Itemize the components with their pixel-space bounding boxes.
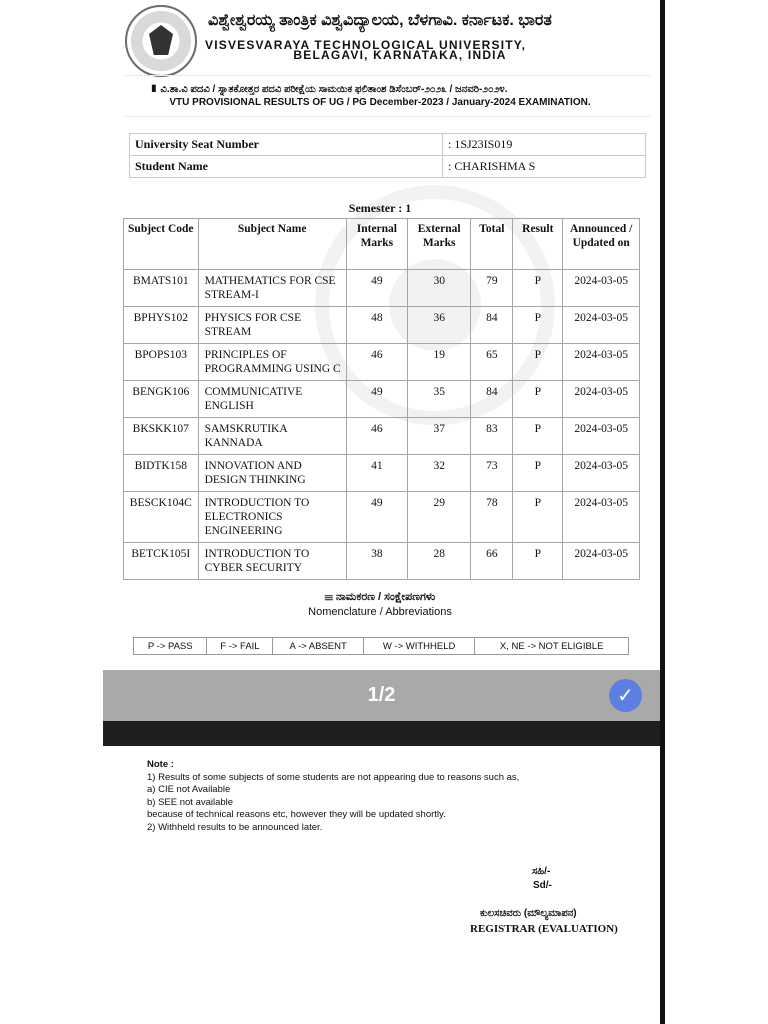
abbreviation-item: F -> FAIL bbox=[207, 638, 273, 655]
table-row bbox=[124, 455, 640, 492]
seat-number-value: : 1SJ23IS019 bbox=[443, 134, 646, 156]
results-subtitle-kannada: ▮ ವಿ.ತಾ.ವಿ ಪದವಿ / ಸ್ನಾತಕೋತ್ತರ ಪದವಿ ಪರೀಕ್ಷೆಯ ಸಾಮಯಿಕ ಫಲಿತಾಂಶ ಡಿಸೆಂಬರ್-೨೦೨೩ / ಜನವರಿ-೨೦೨೪. bbox=[150, 84, 508, 95]
university-logo bbox=[125, 5, 197, 77]
result: P bbox=[513, 307, 563, 344]
nomenclature-title: ☰ ನಾಮಕರಣ / ಸಂಕ್ಷೇಪಣಗಳು bbox=[324, 591, 436, 603]
list-icon: ☰ bbox=[324, 591, 336, 603]
external-marks: 37 bbox=[408, 418, 471, 455]
student-info-table bbox=[129, 133, 646, 178]
subject-name: COMMUNICATIVE ENGLISH bbox=[198, 381, 346, 418]
table-row bbox=[124, 492, 640, 543]
total-marks: 78 bbox=[471, 492, 513, 543]
semester-label: Semester : 1 bbox=[348, 201, 412, 215]
abbreviations-row bbox=[134, 638, 629, 655]
right-edge-bar bbox=[660, 0, 665, 1024]
subject-name: INTRODUCTION TO CYBER SECURITY bbox=[198, 543, 346, 580]
subject-name: INTRODUCTION TO ELECTRONICS ENGINEERING bbox=[198, 492, 346, 543]
notes-heading: Note : bbox=[147, 759, 174, 770]
internal-marks: 49 bbox=[346, 492, 407, 543]
total-marks: 65 bbox=[471, 344, 513, 381]
external-marks: 30 bbox=[408, 270, 471, 307]
announced-date: 2024-03-05 bbox=[563, 270, 640, 307]
nomenclature-subtitle: Nomenclature / Abbreviations bbox=[308, 606, 452, 618]
student-name-row bbox=[130, 156, 646, 178]
note-line: 2) Withheld results to be announced later. bbox=[147, 821, 323, 833]
column-header: Total bbox=[471, 219, 513, 270]
subject-code: BETCK105I bbox=[124, 543, 199, 580]
announced-date: 2024-03-05 bbox=[563, 381, 640, 418]
student-name-value: : CHARISHMA S bbox=[443, 156, 646, 178]
external-marks: 32 bbox=[408, 455, 471, 492]
abbreviation-item: X, NE -> NOT ELIGIBLE bbox=[475, 638, 629, 655]
total-marks: 83 bbox=[471, 418, 513, 455]
notes-section bbox=[147, 759, 519, 835]
total-marks: 84 bbox=[471, 307, 513, 344]
divider bbox=[125, 75, 650, 76]
internal-marks: 38 bbox=[346, 543, 407, 580]
result: P bbox=[513, 543, 563, 580]
subject-name: PRINCIPLES OF PROGRAMMING USING C bbox=[198, 344, 346, 381]
total-marks: 84 bbox=[471, 381, 513, 418]
internal-marks: 46 bbox=[346, 418, 407, 455]
external-marks: 19 bbox=[408, 344, 471, 381]
total-marks: 79 bbox=[471, 270, 513, 307]
column-header: Result bbox=[513, 219, 563, 270]
abbreviation-item: A -> ABSENT bbox=[273, 638, 364, 655]
subject-code: BPOPS103 bbox=[124, 344, 199, 381]
announced-date: 2024-03-05 bbox=[563, 307, 640, 344]
total-marks: 66 bbox=[471, 543, 513, 580]
result: P bbox=[513, 270, 563, 307]
page-separator bbox=[103, 721, 660, 746]
result: P bbox=[513, 381, 563, 418]
subject-code: BIDTK158 bbox=[124, 455, 199, 492]
university-title-english: VISVESVARAYA TECHNOLOGICAL UNIVERSITY, bbox=[205, 38, 527, 52]
document-icon: ▮ bbox=[150, 84, 161, 95]
subject-code: BESCK104C bbox=[124, 492, 199, 543]
table-row bbox=[124, 307, 640, 344]
internal-marks: 46 bbox=[346, 344, 407, 381]
column-header: Announced / Updated on bbox=[563, 219, 640, 270]
announced-date: 2024-03-05 bbox=[563, 492, 640, 543]
subject-name: SAMSKRUTIKA KANNADA bbox=[198, 418, 346, 455]
table-row bbox=[124, 543, 640, 580]
table-row bbox=[124, 270, 640, 307]
column-header: Internal Marks bbox=[346, 219, 407, 270]
abbreviation-item: P -> PASS bbox=[134, 638, 207, 655]
internal-marks: 49 bbox=[346, 270, 407, 307]
student-name-label: Student Name bbox=[130, 156, 443, 178]
subject-name: INNOVATION AND DESIGN THINKING bbox=[198, 455, 346, 492]
abbreviation-item: W -> WITHHELD bbox=[363, 638, 474, 655]
results-table bbox=[123, 218, 640, 580]
subject-code: BMATS101 bbox=[124, 270, 199, 307]
external-marks: 28 bbox=[408, 543, 471, 580]
page-counter: 1/2 bbox=[367, 684, 396, 706]
internal-marks: 49 bbox=[346, 381, 407, 418]
note-line: 1) Results of some subjects of some students are not appearing due to reasons such as, bbox=[147, 771, 520, 783]
result: P bbox=[513, 455, 563, 492]
announced-date: 2024-03-05 bbox=[563, 455, 640, 492]
divider bbox=[125, 116, 650, 117]
total-marks: 73 bbox=[471, 455, 513, 492]
abbreviations-table bbox=[133, 637, 629, 655]
note-line: b) SEE not available bbox=[147, 796, 234, 808]
external-marks: 29 bbox=[408, 492, 471, 543]
announced-date: 2024-03-05 bbox=[563, 418, 640, 455]
result: P bbox=[513, 492, 563, 543]
announced-date: 2024-03-05 bbox=[563, 344, 640, 381]
seat-number-row bbox=[130, 134, 646, 156]
table-row bbox=[124, 381, 640, 418]
subject-code: BKSKK107 bbox=[124, 418, 199, 455]
external-marks: 35 bbox=[408, 381, 471, 418]
result: P bbox=[513, 344, 563, 381]
subject-name: PHYSICS FOR CSE STREAM bbox=[198, 307, 346, 344]
subject-code: BPHYS102 bbox=[124, 307, 199, 344]
registrar-title-english: REGISTRAR (EVALUATION) bbox=[470, 923, 618, 935]
seat-number-label: University Seat Number bbox=[130, 134, 443, 156]
registrar-title-kannada: ಕುಲಸಚಿವರು (ಮೌಲ್ಯಮಾಪನ) bbox=[480, 908, 577, 919]
results-header-row bbox=[124, 219, 640, 270]
column-header: Subject Name bbox=[198, 219, 346, 270]
internal-marks: 41 bbox=[346, 455, 407, 492]
university-title-kannada: ವಿಶ್ವೇಶ್ವರಯ್ಯ ತಾಂತ್ರಿಕ ವಿಶ್ವವಿದ್ಯಾಲಯ, ಬೆಳಗಾವಿ. ಕರ್ನಾಟಕ. ಭಾರತ bbox=[208, 12, 552, 29]
external-marks: 36 bbox=[408, 307, 471, 344]
subject-code: BENGK106 bbox=[124, 381, 199, 418]
signature-english: Sd/- bbox=[533, 880, 552, 891]
subject-name: MATHEMATICS FOR CSE STREAM-I bbox=[198, 270, 346, 307]
announced-date: 2024-03-05 bbox=[563, 543, 640, 580]
note-line: a) CIE not Available bbox=[147, 784, 231, 796]
check-circle-icon[interactable]: ✓ bbox=[609, 679, 642, 712]
column-header: Subject Code bbox=[124, 219, 199, 270]
results-subtitle-english: VTU PROVISIONAL RESULTS OF UG / PG December-2023 / January-2024 EXAMINATION. bbox=[169, 97, 591, 108]
note-line: because of technical reasons etc, however they will be updated shortly. bbox=[147, 809, 446, 821]
internal-marks: 48 bbox=[346, 307, 407, 344]
university-location: BELAGAVI, KARNATAKA, INDIA bbox=[293, 48, 507, 62]
page-indicator-bar bbox=[103, 670, 660, 721]
signature-kannada: ಸಹಿ/- bbox=[532, 866, 551, 877]
result: P bbox=[513, 418, 563, 455]
table-row bbox=[124, 418, 640, 455]
table-row bbox=[124, 344, 640, 381]
column-header: External Marks bbox=[408, 219, 471, 270]
